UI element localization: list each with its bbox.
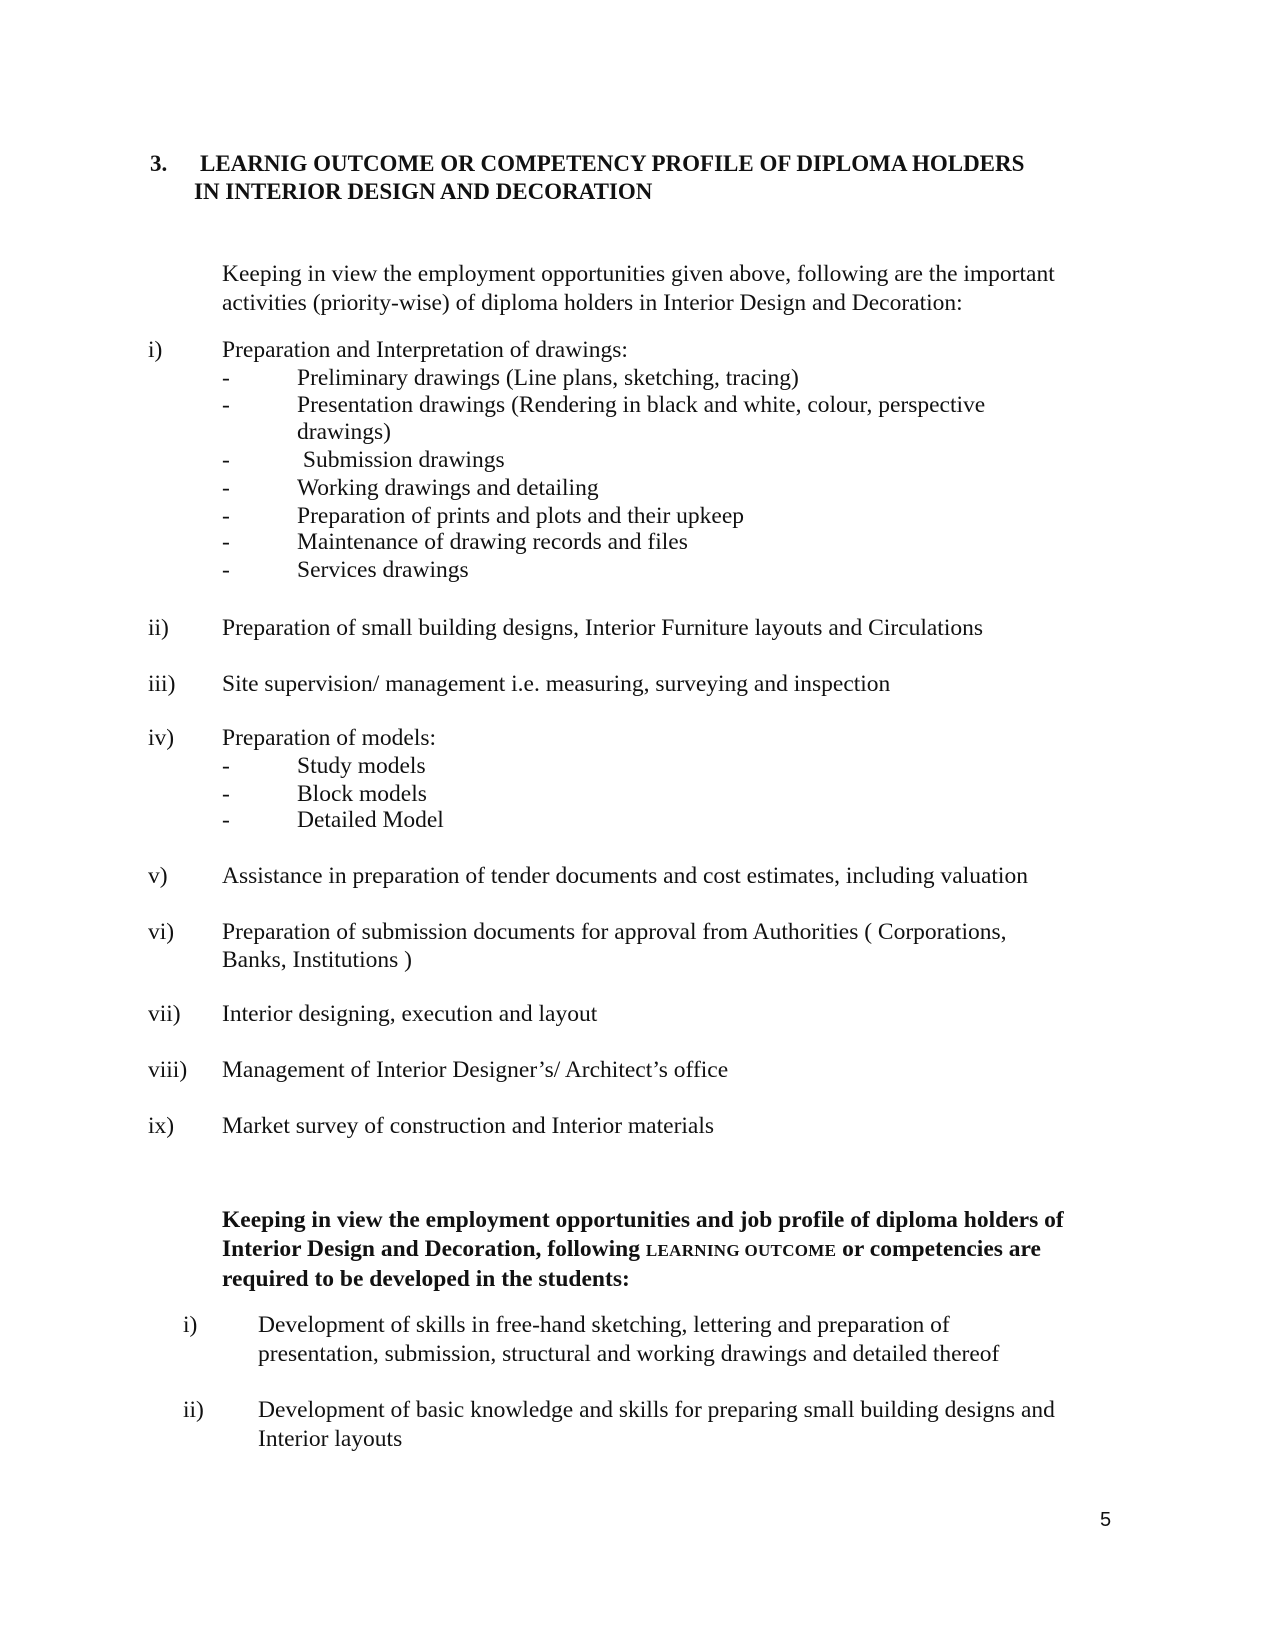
section-title-line-2: IN INTERIOR DESIGN AND DECORATION [194,179,653,204]
page-number: 5 [1100,1509,1112,1531]
activity-text-continued: Banks, Institutions ) [222,947,412,973]
summary-line-2-end: or competencies are [836,1236,1041,1262]
subitem-text: Presentation drawings (Rendering in black and white, colour, perspective [297,392,986,418]
intro-line-1: Keeping in view the employment opportunities given above, following are the important [222,261,1055,287]
intro-paragraph [222,260,1122,318]
subitem-text: Working drawings and detailing [297,475,599,501]
activity-text: Management of Interior Designer’s/ Architect’s office [222,1057,729,1083]
activity-marker: iii) [148,671,176,697]
subitem-text: Preparation of prints and plots and their upkeep [297,503,745,529]
outcome-text-line-1: Development of basic knowledge and skills for preparing small building designs and [258,1397,1055,1423]
subitem-text-continued: drawings) [297,419,391,445]
outcome-text-line-1: Development of skills in free-hand sketching, lettering and preparation of [258,1312,950,1338]
activity-marker: iv) [148,725,175,751]
summary-line-3: required to be developed in the students: [222,1266,630,1292]
outcome-text-line-2: Interior layouts [258,1426,403,1452]
outcome-marker: i) [183,1312,198,1338]
subitem-text: Detailed Model [297,807,444,833]
activity-text: Preparation of submission documents for approval from Authorities ( Corporations, [222,919,1007,945]
section-number: 3. [150,151,168,176]
activity-text: Market survey of construction and Interior materials [222,1113,715,1139]
activity-text: Preparation of small building designs, Interior Furniture layouts and Circulations [222,615,984,641]
subitem-dash: - [222,557,230,583]
summary-paragraph [222,1206,1122,1294]
summary-line-2 [222,1235,1122,1265]
activity-marker: v) [148,863,168,889]
activity-text: Site supervision/ management i.e. measuring, surveying and inspection [222,671,891,697]
activity-text: Interior designing, execution and layout [222,1001,598,1027]
subitem-text: Services drawings [297,557,469,583]
summary-small-caps-phrase: LEARNING OUTCOME [645,1241,837,1260]
subitem-dash: - [222,475,230,501]
subitem-dash: - [222,503,230,529]
subitem-dash: - [222,529,230,555]
activity-text: Preparation and Interpretation of drawings: [222,337,628,363]
activity-text: Assistance in preparation of tender documents and cost estimates, including valuation [222,863,1028,889]
activity-marker: vii) [148,1001,181,1027]
section-title-line-1: LEARNIG OUTCOME OR COMPETENCY PROFILE OF DIPLOMA HOLDERS [200,151,1025,176]
subitem-text: Submission drawings [297,447,505,473]
subitem-text: Preliminary drawings (Line plans, sketching, tracing) [297,365,799,391]
subitem-dash: - [222,447,230,473]
subitem-text: Study models [297,753,426,779]
subitem-dash: - [222,781,230,807]
intro-line-2: activities (priority-wise) of diploma holders in Interior Design and Decoration: [222,290,963,316]
subitem-text: Block models [297,781,427,807]
activity-text: Preparation of models: [222,725,437,751]
summary-line-2-start: Interior Design and Decoration, following [222,1236,646,1262]
outcome-text-line-2: presentation, submission, structural and working drawings and detailed thereof [258,1341,1000,1367]
subitem-dash: - [222,807,230,833]
activity-marker: viii) [148,1057,188,1083]
subitem-text: Maintenance of drawing records and files [297,529,688,555]
outcome-marker: ii) [183,1397,204,1423]
activity-marker: i) [148,337,163,363]
activity-marker: ii) [148,615,169,641]
subitem-dash: - [222,365,230,391]
activity-marker: ix) [148,1113,175,1139]
subitem-dash: - [222,392,230,418]
subitem-dash: - [222,753,230,779]
activity-marker: vi) [148,919,175,945]
summary-line-1: Keeping in view the employment opportunities and job profile of diploma holders of [222,1207,1064,1233]
